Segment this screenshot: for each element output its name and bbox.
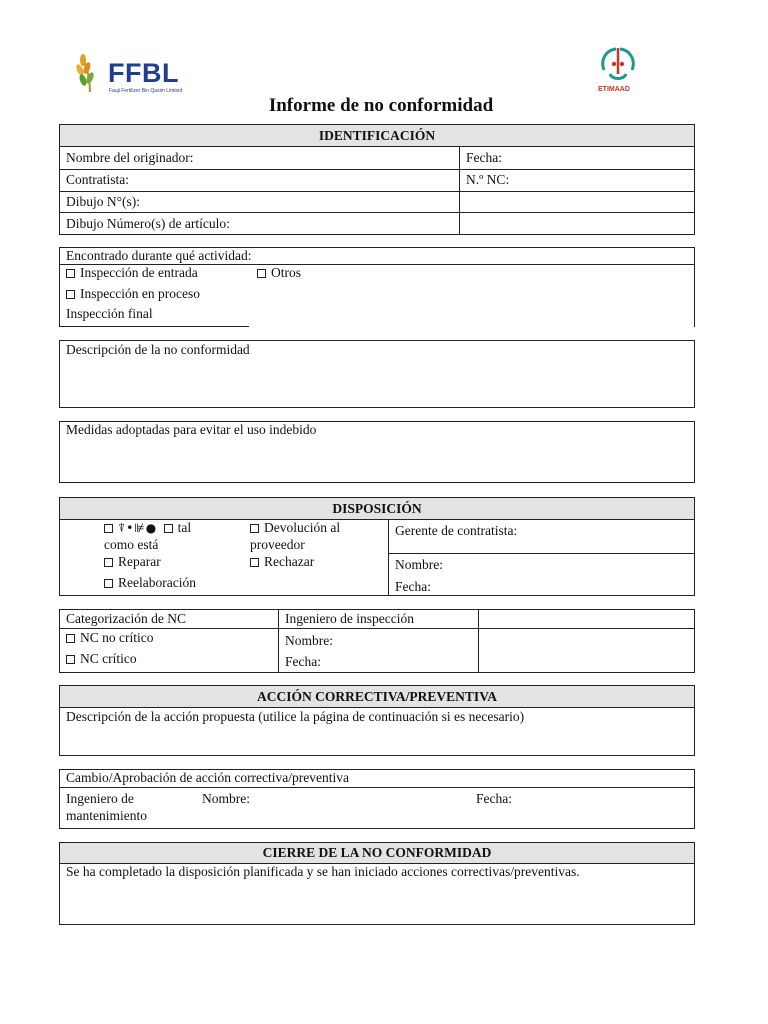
medidas-label: Medidas adoptadas para evitar el uso indebido [66,422,317,437]
etimaad-emblem-icon [594,44,642,86]
opt-inspeccion-proceso[interactable]: Inspección en proceso [66,286,200,302]
identificacion-heading: IDENTIFICACIÓN [60,125,694,147]
ffbl-logo-text: FFBL [108,58,179,88]
categorizacion-label: Categorización de NC [66,611,186,626]
gerente-label: Gerente de contratista: [395,523,518,538]
opt-devolucion-line2: proveedor [250,537,305,552]
checkbox-icon[interactable] [104,558,113,567]
disposicion-heading: DISPOSICIÓN [60,498,694,520]
dibujo-articulo-label: Dibujo Número(s) de artículo: [66,216,230,231]
categorizacion-nombre-label: Nombre: [285,633,333,648]
ffbl-logo-subtitle: Fauji Fertilizer Bin Qasim Limited [109,88,183,94]
categorizacion-fecha-label: Fecha: [285,654,321,669]
accion-heading: ACCIÓN CORRECTIVA/PREVENTIVA [60,686,694,708]
ffbl-logo [74,50,196,96]
ingeniero-mantenimiento-l1: Ingeniero de [66,791,134,806]
checkbox-icon[interactable] [104,524,113,533]
opt-reparar[interactable]: Reparar [104,554,161,570]
cambio-nombre-label: Nombre: [202,791,250,806]
disposicion-table [59,497,695,596]
opt-usar-como-esta[interactable]: ⍒•⊯● tal [104,520,191,536]
checkbox-icon[interactable] [257,269,266,278]
opt-reelaboracion[interactable]: Reelaboración [104,575,196,591]
opt-inspeccion-final: Inspección final [66,306,153,321]
opt-como-esta-line2: como está [104,537,159,552]
medidas-box[interactable] [59,421,695,483]
disposicion-fecha-label: Fecha: [395,579,431,594]
cierre-table [59,842,695,925]
identificacion-table [59,124,695,235]
ingeniero-mantenimiento-l2: mantenimiento [66,808,147,823]
cierre-heading: CIERRE DE LA NO CONFORMIDAD [60,843,694,864]
fecha-label: Fecha: [466,150,502,165]
contratista-label: Contratista: [66,172,129,187]
descripcion-label: Descripción de la no conformidad [66,342,250,357]
dibujo-label: Dibujo N°(s): [66,194,141,209]
opt-rechazar[interactable]: Rechazar [250,554,314,570]
originador-label: Nombre del originador: [66,150,194,165]
nc-number-label: N.º NC: [466,172,510,187]
opt-devolucion[interactable]: Devolución al [250,520,340,536]
opt-inspeccion-entrada[interactable]: Inspección de entrada [66,265,198,281]
checkbox-icon[interactable] [66,634,75,643]
cambio-table [59,769,695,829]
checkbox-icon[interactable] [104,579,113,588]
cambio-fecha-label: Fecha: [476,791,512,806]
wheat-icon [74,52,106,92]
etimaad-logo-text: ETIMAAD [598,86,630,93]
opt-nc-critico[interactable]: NC crítico [66,651,137,667]
cierre-texto: Se ha completado la disposición planificada y se han iniciado acciones correctivas/preventivas. [66,864,580,879]
etimaad-logo [594,44,642,98]
page-title: Informe de no conformidad [268,95,494,116]
descripcion-box[interactable] [59,340,695,408]
glyph-text: ⍒•⊯● [118,521,158,535]
categorizacion-table [59,609,695,673]
ingeniero-inspeccion-label: Ingeniero de inspección [285,611,414,626]
cambio-label: Cambio/Aprobación de acción correctiva/preventiva [66,770,350,785]
checkbox-icon[interactable] [250,558,259,567]
checkbox-icon[interactable] [66,655,75,664]
checkbox-icon[interactable] [66,290,75,299]
actividad-label: Encontrado durante qué actividad: [66,248,252,263]
opt-nc-no-critico[interactable]: NC no crítico [66,630,154,646]
checkbox-icon[interactable] [164,524,173,533]
disposicion-nombre-label: Nombre: [395,557,443,572]
checkbox-icon[interactable] [250,524,259,533]
accion-table [59,685,695,756]
checkbox-icon[interactable] [66,269,75,278]
accion-descripcion-label: Descripción de la acción propuesta (utilice la página de continuación si es necesario) [66,709,525,724]
opt-otros[interactable]: Otros [257,265,301,281]
